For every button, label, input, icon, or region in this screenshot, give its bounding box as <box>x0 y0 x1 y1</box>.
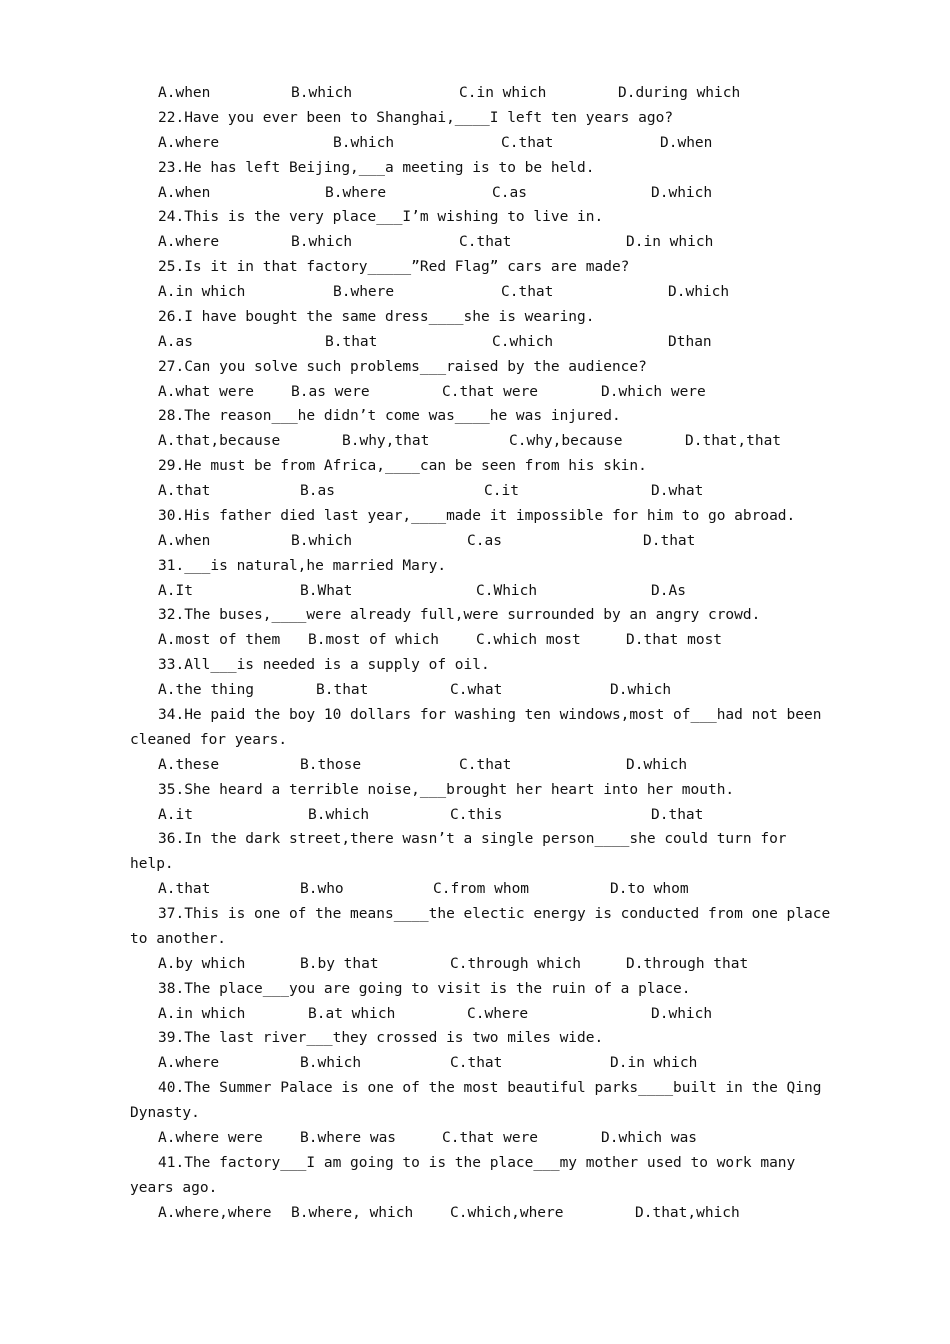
question-text <box>0 156 950 180</box>
continuation-line: years ago. <box>130 1179 218 1196</box>
option-row <box>0 330 950 354</box>
answer-option: C.it <box>484 483 519 500</box>
continuation-line: help. <box>130 856 174 873</box>
answer-option: C.which most <box>476 632 581 649</box>
answer-option: A.by which <box>158 955 246 972</box>
question-continuation <box>0 1176 950 1200</box>
question-text <box>0 827 950 851</box>
question-line: 28.The reason___he didn’t come was____he was injured. <box>158 408 621 425</box>
answer-option: C.in which <box>459 85 547 101</box>
question-text <box>0 1026 950 1050</box>
answer-option: A.that <box>158 881 211 898</box>
answer-option: D.during which <box>618 85 741 101</box>
answer-option: D.what <box>651 483 704 500</box>
answer-option: B.those <box>300 756 362 773</box>
answer-option: A.where <box>158 134 220 151</box>
answer-option: C.from whom <box>433 881 530 898</box>
question-continuation <box>0 728 950 752</box>
answer-option: A.in which <box>158 1005 246 1022</box>
answer-option: D.which was <box>601 1129 698 1146</box>
answer-option: A.that,because <box>158 433 281 450</box>
question-line: 38.The place___you are going to visit is the ruin of a place. <box>158 980 691 997</box>
option-row <box>0 877 950 901</box>
answer-option: A.where <box>158 1055 220 1072</box>
answer-option: D.which were <box>601 383 706 400</box>
answer-option: D.that most <box>626 632 723 649</box>
question-line: 40.The Summer Palace is one of the most beautiful parks____built in the Qing <box>158 1080 822 1097</box>
question-line: 24.This is the very place___I’m wishing to live in. <box>158 209 604 226</box>
option-row <box>0 678 950 702</box>
answer-option: A.It <box>158 582 193 599</box>
answer-option: C.this <box>450 806 503 823</box>
answer-option: C.that <box>450 1055 503 1072</box>
option-row <box>0 181 950 205</box>
option-row <box>0 1051 950 1075</box>
answer-option: B.as <box>300 483 335 500</box>
option-row <box>0 753 950 777</box>
question-continuation <box>0 1101 950 1125</box>
answer-option: A.when <box>158 85 211 101</box>
answer-option: D.that,that <box>685 433 782 450</box>
answer-option: D.which <box>651 184 713 201</box>
answer-option: C.that <box>459 234 512 251</box>
question-text <box>0 355 950 379</box>
question-line: 27.Can you solve such problems___raised by the audience? <box>158 358 647 375</box>
question-line: 30.His father died last year,____made it impossible for him to go abroad. <box>158 507 796 524</box>
answer-option: C.why,because <box>509 433 623 450</box>
continuation-line: Dynasty. <box>130 1105 200 1122</box>
question-text <box>0 255 950 279</box>
answer-option: B.most of which <box>308 632 439 649</box>
question-text <box>0 703 950 727</box>
option-row <box>0 1201 950 1225</box>
question-line: 25.Is it in that factory_____”Red Flag” cars are made? <box>158 259 630 276</box>
option-row <box>0 479 950 503</box>
question-text <box>0 603 950 627</box>
question-text <box>0 205 950 229</box>
option-row <box>0 380 950 404</box>
question-line: 32.The buses,____were already full,were surrounded by an angry crowd. <box>158 607 761 624</box>
answer-option: B.which <box>291 532 353 549</box>
option-row <box>0 131 950 155</box>
answer-option: A.in which <box>158 284 246 301</box>
answer-option: A.that <box>158 483 211 500</box>
answer-option: D.As <box>651 582 686 599</box>
answer-option: B.where was <box>300 1129 397 1146</box>
question-line: 23.He has left Beijing,___a meeting is to be held. <box>158 159 595 176</box>
question-text <box>0 106 950 130</box>
option-row <box>0 803 950 827</box>
answer-option: C.where <box>467 1005 529 1022</box>
question-line: 26.I have bought the same dress____she is wearing. <box>158 308 595 325</box>
continuation-line: cleaned for years. <box>130 731 288 748</box>
question-line: 36.In the dark street,there wasn’t a single person____she could turn for <box>158 831 787 848</box>
answer-option: C.what <box>450 682 503 699</box>
question-text <box>0 504 950 528</box>
answer-option: C.through which <box>450 955 581 972</box>
answer-option: C.Which <box>476 582 538 599</box>
answer-option: B.which <box>300 1055 362 1072</box>
question-text <box>0 404 950 428</box>
question-line: 41.The factory___I am going to is the place___my mother used to work many <box>158 1154 796 1171</box>
answer-option: C.as <box>467 532 502 549</box>
question-text <box>0 902 950 926</box>
answer-option: A.as <box>158 333 193 350</box>
option-row <box>0 1002 950 1026</box>
question-text <box>0 778 950 802</box>
question-continuation <box>0 852 950 876</box>
question-line: 39.The last river___they crossed is two miles wide. <box>158 1030 604 1047</box>
question-text <box>0 977 950 1001</box>
option-row <box>0 81 950 105</box>
question-line: 34.He paid the boy 10 dollars for washing ten windows,most of___had not been <box>158 707 822 723</box>
question-line: 37.This is one of the means____the electic energy is conducted from one place <box>158 906 831 923</box>
question-text <box>0 454 950 478</box>
answer-option: A.most of them <box>158 632 281 649</box>
answer-option: B.at which <box>308 1005 396 1022</box>
question-text <box>0 554 950 578</box>
answer-option: D.in which <box>626 234 714 251</box>
answer-option: A.where <box>158 234 220 251</box>
answer-option: C.that <box>459 756 512 773</box>
answer-option: A.where were <box>158 1129 263 1146</box>
answer-option: D.which <box>610 682 672 699</box>
answer-option: C.that <box>501 284 554 301</box>
option-row <box>0 952 950 976</box>
question-text <box>0 653 950 677</box>
answer-option: B.which <box>308 806 370 823</box>
answer-option: D.that <box>643 532 696 549</box>
question-text <box>0 1076 950 1100</box>
option-row <box>0 280 950 304</box>
question-continuation <box>0 927 950 951</box>
answer-option: B.as were <box>291 383 370 400</box>
answer-option: D.which <box>651 1005 713 1022</box>
answer-option: B.why,that <box>342 433 430 450</box>
answer-option: D.through that <box>626 955 749 972</box>
question-text <box>0 305 950 329</box>
answer-option: A.it <box>158 806 193 823</box>
answer-option: B.that <box>325 333 378 350</box>
answer-option: B.What <box>300 582 353 599</box>
answer-option: D.that <box>651 806 704 823</box>
answer-option: B.where <box>333 284 395 301</box>
question-line: 35.She heard a terrible noise,___brought her heart into her mouth. <box>158 781 735 798</box>
option-row <box>0 230 950 254</box>
answer-option: B.which <box>291 85 353 101</box>
question-line: 22.Have you ever been to Shanghai,____I left ten years ago? <box>158 109 674 126</box>
answer-option: D.which <box>668 284 730 301</box>
answer-option: C.as <box>492 184 527 201</box>
answer-option: B.where, which <box>291 1204 414 1221</box>
answer-option: D.which <box>626 756 688 773</box>
continuation-line: to another. <box>130 930 227 947</box>
answer-option: B.where <box>325 184 387 201</box>
answer-option: C.that were <box>442 383 539 400</box>
answer-option: D.in which <box>610 1055 698 1072</box>
question-text <box>0 1151 950 1175</box>
option-row <box>0 1126 950 1150</box>
question-line: 31.___is natural,he married Mary. <box>158 557 447 574</box>
answer-option: B.which <box>333 134 395 151</box>
answer-option: A.these <box>158 756 220 773</box>
answer-option: D.that,which <box>635 1204 740 1221</box>
option-row <box>0 429 950 453</box>
answer-option: B.that <box>316 682 369 699</box>
answer-option: C.that were <box>442 1129 539 1146</box>
answer-option: C.which <box>492 333 554 350</box>
answer-option: A.when <box>158 184 211 201</box>
answer-option: A.the thing <box>158 682 255 699</box>
question-line: 29.He must be from Africa,____can be seen from his skin. <box>158 458 647 475</box>
answer-option: B.by that <box>300 955 379 972</box>
answer-option: C.which,where <box>450 1204 564 1221</box>
answer-option: A.what were <box>158 383 255 400</box>
answer-option: A.where,where <box>158 1204 272 1221</box>
answer-option: C.that <box>501 134 554 151</box>
question-line: 33.All___is needed is a supply of oil. <box>158 657 490 674</box>
option-row <box>0 529 950 553</box>
option-row <box>0 628 950 652</box>
answer-option: Dthan <box>668 333 712 350</box>
answer-option: B.who <box>300 881 344 898</box>
answer-option: A.when <box>158 532 211 549</box>
answer-option: D.when <box>660 134 713 151</box>
answer-option: B.which <box>291 234 353 251</box>
answer-option: D.to whom <box>610 881 689 898</box>
option-row <box>0 579 950 603</box>
